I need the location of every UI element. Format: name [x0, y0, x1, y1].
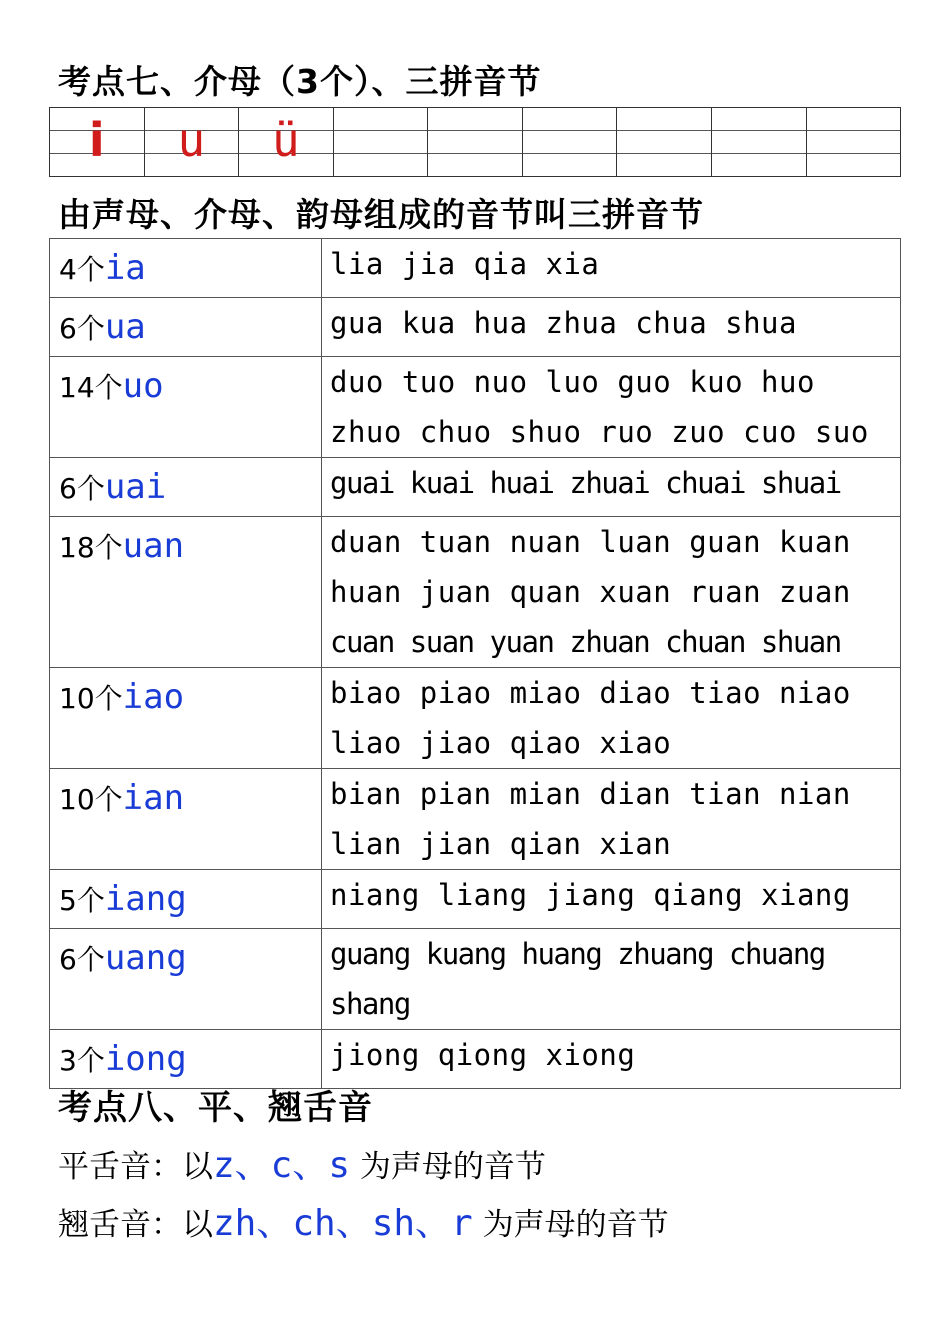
medial-u: u — [177, 113, 206, 167]
flat-tongue-initials: z、c、s — [213, 1145, 351, 1186]
syllable-count: 3个 — [59, 1044, 105, 1077]
flat-tongue-suffix: 为声母的音节 — [359, 1149, 546, 1185]
retroflex-initials: zh、ch、sh、r — [213, 1203, 473, 1244]
flat-tongue-prefix: 平舌音：以 — [58, 1149, 213, 1185]
grid-cell — [145, 108, 240, 176]
medials-writing-grid — [49, 107, 901, 177]
compound-final: uan — [122, 526, 185, 566]
compound-final: iao — [122, 677, 185, 717]
compound-final: iong — [104, 1039, 187, 1079]
syllable-line: lian jian qian xian — [330, 827, 672, 861]
syllable-count: 6个 — [59, 472, 105, 505]
grid-cell — [523, 108, 618, 176]
section7-title: 考点七、介母（3个）、三拼音节 — [58, 62, 542, 101]
syllable-count: 14个 — [59, 371, 123, 404]
compound-final: uo — [122, 366, 164, 406]
medial-v: ü — [272, 113, 300, 167]
syllable-line: cuan suan yuan zhuan chuan shuan — [330, 625, 841, 659]
flat-tongue-line — [58, 1146, 546, 1187]
compound-final: uai — [104, 467, 167, 507]
grid-cell — [807, 108, 901, 176]
table-row — [50, 517, 901, 668]
compound-final: ian — [122, 778, 185, 818]
syllable-line: duan tuan nuan luan guan kuan — [330, 525, 851, 559]
compound-final: ia — [104, 248, 146, 288]
grid-cell — [239, 108, 334, 176]
table-row — [50, 357, 901, 458]
syllable-line: lia jia qia xia — [330, 247, 600, 281]
three-part-syllable-definition: 由声母、介母、韵母组成的音节叫三拼音节 — [58, 195, 704, 234]
syllable-line: guang kuang huang zhuang chuang — [330, 937, 825, 971]
table-row — [50, 929, 901, 1030]
grid-cell — [712, 108, 807, 176]
compound-final: iang — [104, 879, 187, 919]
table-row — [50, 769, 901, 870]
syllable-line: shang — [330, 987, 410, 1021]
syllable-count: 10个 — [59, 682, 123, 715]
syllable-line: huan juan quan xuan ruan zuan — [330, 575, 851, 609]
table-row — [50, 1030, 901, 1089]
medial-i: i — [88, 113, 105, 167]
grid-cell — [428, 108, 523, 176]
syllable-line: jiong qiong xiong — [330, 1038, 636, 1072]
syllable-count: 6个 — [59, 943, 105, 976]
syllable-line: niang liang jiang qiang xiang — [330, 878, 851, 912]
retroflex-prefix: 翘舌音：以 — [58, 1207, 213, 1243]
table-row — [50, 458, 901, 517]
table-row — [50, 239, 901, 298]
syllable-count: 5个 — [59, 884, 105, 917]
retroflex-line — [58, 1204, 669, 1245]
syllable-line: biao piao miao diao tiao niao — [330, 676, 851, 710]
syllable-line: bian pian mian dian tian nian — [330, 777, 851, 811]
syllable-line: liao jiao qiao xiao — [330, 726, 672, 760]
table-row — [50, 870, 901, 929]
syllable-count: 18个 — [59, 531, 123, 564]
syllable-line: gua kua hua zhua chua shua — [330, 306, 797, 340]
syllable-line: guai kuai huai zhuai chuai shuai — [330, 466, 841, 500]
syllable-line: zhuo chuo shuo ruo zuo cuo suo — [330, 415, 869, 449]
syllable-count: 10个 — [59, 783, 123, 816]
section8-title: 考点八、平、翘舌音 — [58, 1088, 373, 1128]
compound-final: ua — [104, 307, 146, 347]
compound-final: uang — [104, 938, 187, 978]
three-part-syllable-table — [49, 238, 901, 1089]
syllable-count: 6个 — [59, 312, 105, 345]
syllable-count: 4个 — [59, 253, 105, 286]
grid-cell — [334, 108, 429, 176]
table-row — [50, 668, 901, 769]
table-row — [50, 298, 901, 357]
grid-cell — [617, 108, 712, 176]
grid-cell — [50, 108, 145, 176]
retroflex-suffix: 为声母的音节 — [482, 1207, 669, 1243]
syllable-line: duo tuo nuo luo guo kuo huo — [330, 365, 815, 399]
